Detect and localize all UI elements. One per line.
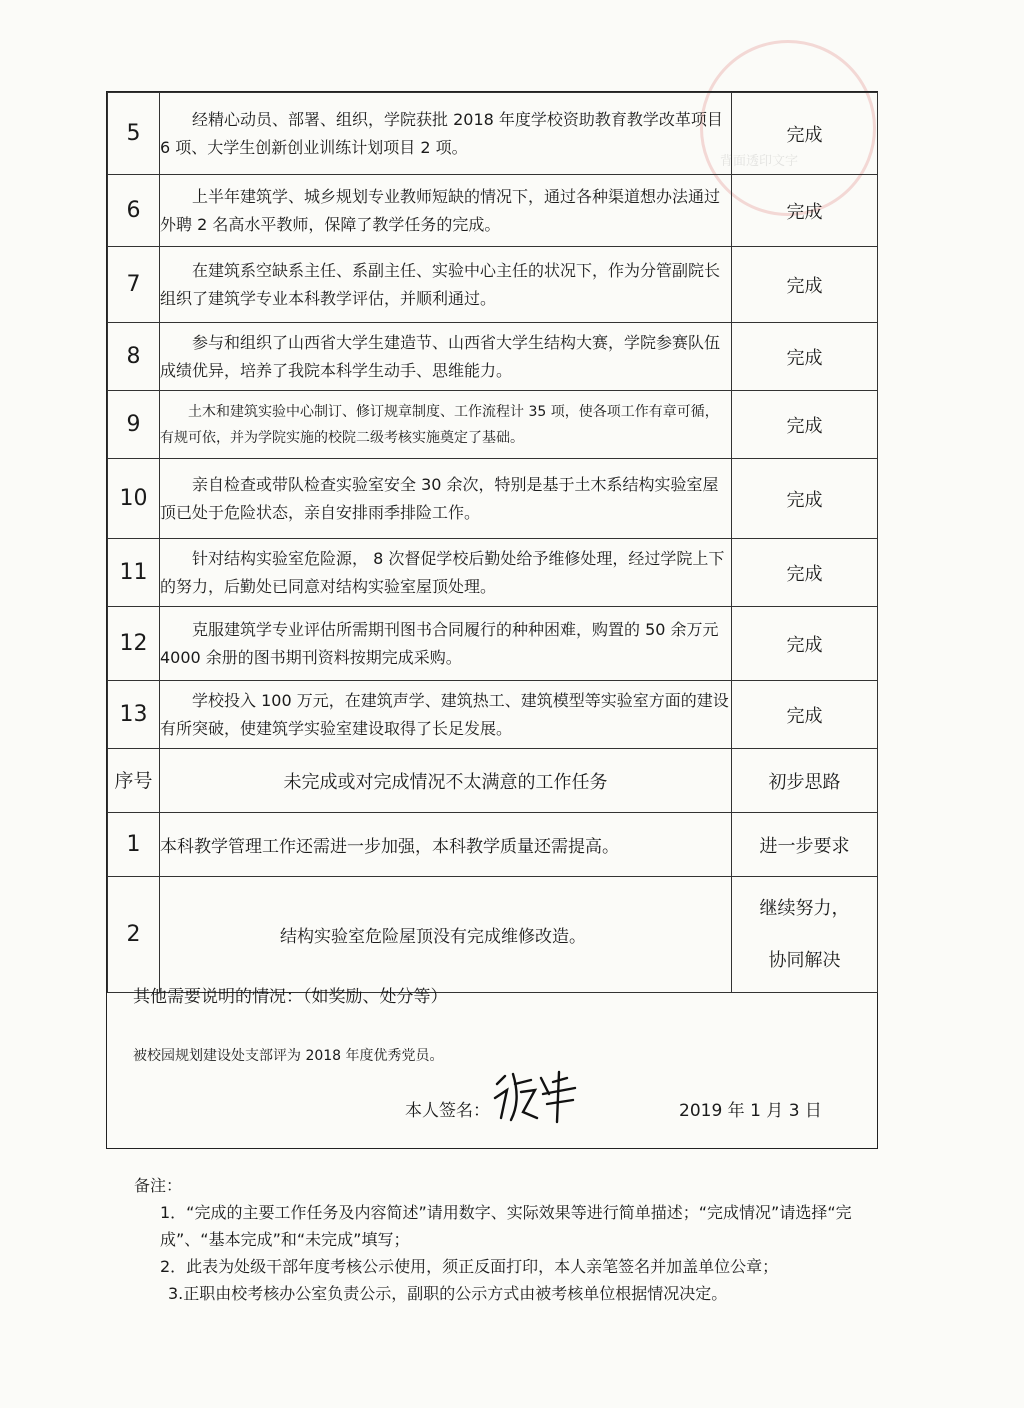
table-row — [108, 175, 878, 247]
row-number: 2 — [108, 877, 160, 993]
unfinished-header-row — [108, 749, 878, 813]
table-row — [108, 681, 878, 749]
column-header-plan: 初步思路 — [732, 749, 878, 813]
task-description: 针对结构实验室危险源， 8 次督促学校后勤处给予维修处理，经过学院上下的努力，后勤处已同意对结构实验室屋顶处理。 — [160, 539, 732, 607]
signature-label: 本人签名： — [405, 1101, 490, 1121]
signature-date: 2019 年 1 月 3 日 — [679, 1101, 822, 1121]
other-remarks — [107, 972, 877, 1148]
row-number: 7 — [108, 247, 160, 323]
row-number: 12 — [108, 607, 160, 681]
task-description: 参与和组织了山西省大学生建造节、山西省大学生结构大赛，学院参赛队伍成绩优异，培养了我院本科学生动手、思维能力。 — [160, 323, 732, 391]
table-row — [108, 607, 878, 681]
table-row — [108, 539, 878, 607]
completion-status: 完成 — [732, 681, 878, 749]
task-description: 在建筑系空缺系主任、系副主任、实验中心主任的状况下，作为分管副院长组织了建筑学专业本科教学评估，并顺利通过。 — [160, 247, 732, 323]
initial-plan-line: 继续努力， — [759, 897, 850, 919]
task-description: 经精心动员、部署、组织，学院获批 2018 年度学校资助教育教学改革项目 6 项、大学生创新创业训练计划项目 2 项。 — [160, 93, 732, 175]
row-number: 5 — [108, 93, 160, 175]
task-description: 土木和建筑实验中心制订、修订规章制度、工作流程计 35 项，使各项工作有章可循，有规可依，并为学院实施的校院二级考核实施奠定了基础。 — [160, 391, 732, 459]
completion-status: 完成 — [732, 607, 878, 681]
completion-status: 完成 — [732, 539, 878, 607]
row-number: 6 — [108, 175, 160, 247]
unfinished-task: 结构实验室危险屋顶没有完成维修改造。 — [160, 877, 732, 993]
column-header-number: 序号 — [108, 749, 160, 813]
other-remarks-text: 被校园规划建设处支部评为 2018 年度优秀党员。 — [133, 1048, 444, 1064]
initial-plan-line: 协同解决 — [768, 949, 841, 971]
row-number: 10 — [108, 459, 160, 539]
row-number: 11 — [108, 539, 160, 607]
task-description: 上半年建筑学、城乡规划专业教师短缺的情况下，通过各种渠道想办法通过外聘 2 名高水平教师，保障了教学任务的完成。 — [160, 175, 732, 247]
row-number: 8 — [108, 323, 160, 391]
task-description: 学校投入 100 万元，在建筑声学、建筑热工、建筑模型等实验室方面的建设有所突破，使建筑学实验室建设取得了长足发展。 — [160, 681, 732, 749]
table-row — [108, 323, 878, 391]
table-row — [108, 813, 878, 877]
note-item: 2．此表为处级干部年度考核公示使用，须正反面打印，本人亲笔签名并加盖单位公章； — [160, 1257, 779, 1276]
note-item: 1．“完成的主要工作任务及内容简述”请用数字、实际效果等进行简单描述；“完成情况”请选择“完成”、“基本完成”和“未完成”填写； — [160, 1203, 852, 1249]
completion-status: 完成 — [732, 323, 878, 391]
column-header-task: 未完成或对完成情况不太满意的工作任务 — [160, 749, 732, 813]
table-row — [108, 391, 878, 459]
table-row — [108, 247, 878, 323]
table-row — [108, 93, 878, 175]
completion-status: 完成 — [732, 175, 878, 247]
task-description: 亲自检查或带队检查实验室安全 30 余次，特别是基于土木系结构实验室屋顶已处于危险状态，亲自安排雨季排险工作。 — [160, 459, 732, 539]
row-number: 13 — [108, 681, 160, 749]
initial-plan: 进一步要求 — [732, 813, 878, 877]
row-number: 9 — [108, 391, 160, 459]
unfinished-task: 本科教学管理工作还需进一步加强，本科教学质量还需提高。 — [160, 813, 732, 877]
other-remarks-heading: 其他需要说明的情况：（如奖励、处分等） — [133, 987, 448, 1007]
note-item: 3.正职由校考核办公室负责公示，副职的公示方式由被考核单位根据情况决定。 — [168, 1284, 728, 1303]
completion-status: 完成 — [732, 459, 878, 539]
task-description: 克服建筑学专业评估所需期刊图书合同履行的种种困难，购置的 50 余万元 4000 余册的图书期刊资料按期完成采购。 — [160, 607, 732, 681]
work-task-table — [107, 92, 878, 993]
notes-section — [134, 1172, 880, 1307]
completion-status: 完成 — [732, 93, 878, 175]
assessment-form — [106, 91, 878, 1149]
notes-title: 备注： — [134, 1176, 183, 1195]
completion-status: 完成 — [732, 247, 878, 323]
show-through-text: 背面透印文字 — [720, 154, 799, 169]
row-number: 1 — [108, 813, 160, 877]
table-row — [108, 459, 878, 539]
handwritten-signature — [491, 1064, 579, 1124]
completion-status: 完成 — [732, 391, 878, 459]
